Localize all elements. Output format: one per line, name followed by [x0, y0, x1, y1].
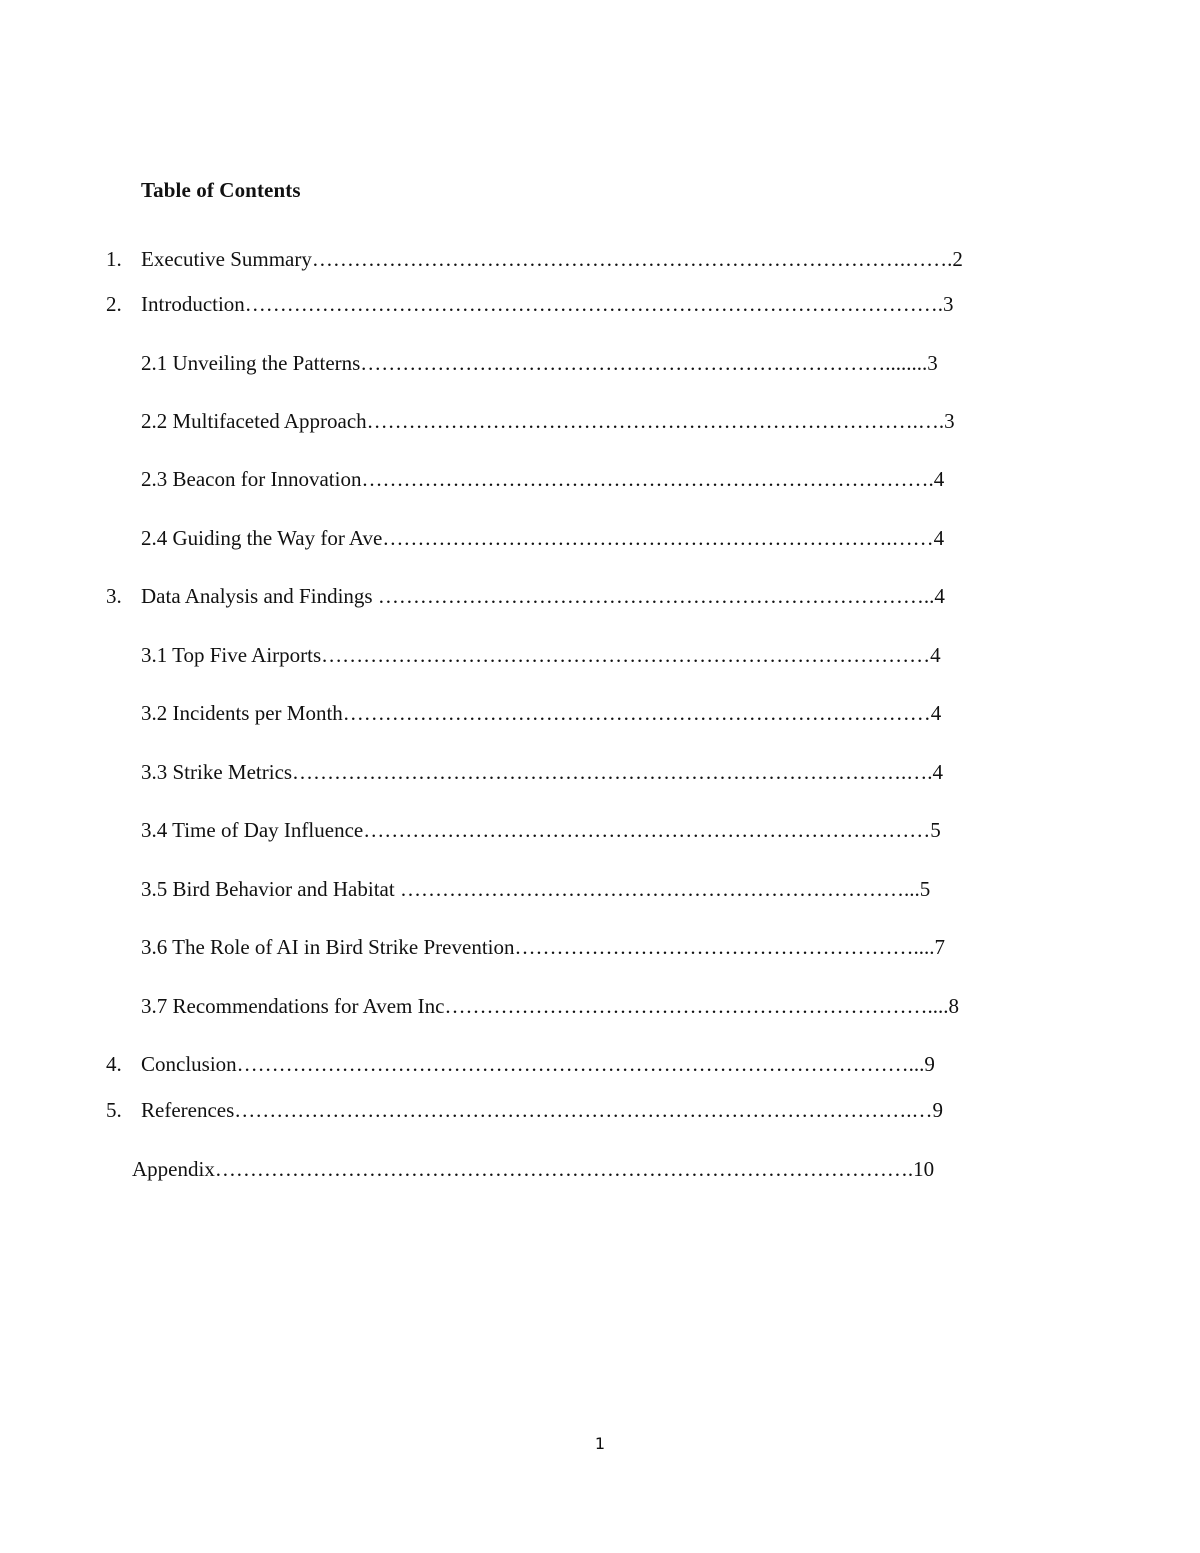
toc-entry-text: 2.1 Unveiling the Patterns…………………………………………………………………........3: [141, 351, 938, 375]
toc-entry-text: References…………………………………………………………………………………….…9: [141, 1098, 944, 1122]
toc-entry-text: 3.4 Time of Day Influence………………………………………………………………………5: [141, 818, 941, 842]
toc-entry-text: Appendix……………………………………………………………………………………….10: [132, 1157, 935, 1181]
toc-entry-number: 3.: [106, 584, 122, 608]
toc-entry-text: 2.2 Multifaceted Approach…………………………………………………………………….….3: [141, 409, 955, 433]
toc-entry-number: 4.: [106, 1052, 122, 1076]
toc-entry-text: Conclusion……………………………………………………………………………………...9: [141, 1052, 935, 1076]
page-number: 1: [594, 1434, 606, 1453]
toc-entry-text: 2.3 Beacon for Innovation……………………………………………………………………….4: [141, 467, 945, 491]
toc-entry-text: 3.6 The Role of AI in Bird Strike Prevention…………………………………………………....7: [141, 935, 945, 959]
toc-entry-text: Introduction……………………………………………………………………………………….3: [141, 292, 954, 316]
toc-entry-text: Data Analysis and Findings ……………………………………………………………………..4: [141, 584, 945, 608]
toc-entry-text: 3.3 Strike Metrics…………………………………………………………………………….….4: [141, 760, 944, 784]
toc-entry-text: 3.5 Bird Behavior and Habitat ………………………………………………………………...5: [141, 877, 931, 901]
toc-entry-text: 3.1 Top Five Airports……………………………………………………………………………4: [141, 643, 941, 667]
toc-entry-text: 3.7 Recommendations for Avem Inc……………………………………………………………....8: [141, 994, 959, 1018]
toc-heading: Table of Contents: [141, 178, 301, 202]
toc-entry-number: 2.: [106, 292, 122, 316]
toc-entry-text: Executive Summary………………………………………………………………………….…….2: [141, 247, 963, 271]
toc-entry-number: 1.: [106, 247, 122, 271]
toc-entry-text: 2.4 Guiding the Way for Ave……………………………………………………………….……4: [141, 526, 945, 550]
toc-entry-number: 5.: [106, 1098, 122, 1122]
toc-entry-text: 3.2 Incidents per Month…………………………………………………………………………4: [141, 701, 942, 725]
